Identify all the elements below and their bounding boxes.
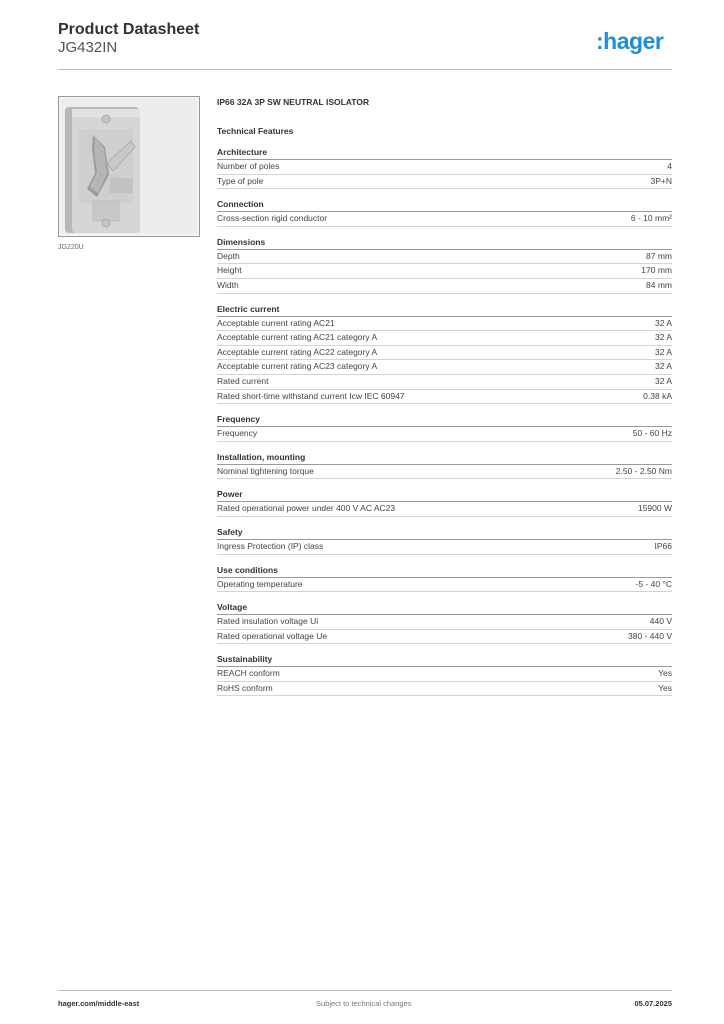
spec-row: [217, 667, 672, 682]
spec-label: Rated short-time withstand current Icw IEC 60947: [217, 390, 405, 401]
product-image: [58, 96, 200, 237]
spec-label: Nominal tightening torque: [217, 465, 314, 476]
spec-section: [217, 654, 672, 696]
image-caption: JG220U: [58, 244, 84, 251]
hager-logo[interactable]: :hager: [596, 28, 664, 54]
spec-row: [217, 682, 672, 697]
spec-value: 32 A: [654, 317, 672, 328]
technical-content: [217, 96, 672, 706]
footer-note: Subject to technical changes: [316, 999, 412, 1008]
spec-label: Depth: [217, 250, 240, 261]
spec-section: [217, 237, 672, 294]
spec-section: [217, 147, 672, 189]
section-title: Dimensions: [217, 237, 672, 250]
section-title: Voltage: [217, 602, 672, 615]
spec-value: 32 A: [654, 346, 672, 357]
spec-label: Rated current: [217, 375, 269, 386]
spec-label: Acceptable current rating AC21 category A: [217, 332, 378, 343]
spec-row: [217, 427, 672, 442]
spec-label: Cross-section rigid conductor: [217, 213, 328, 224]
spec-label: Type of pole: [217, 175, 264, 186]
spec-section: [217, 452, 672, 480]
spec-value: 380 - 440 V: [628, 630, 672, 641]
spec-row: [217, 390, 672, 405]
spec-label: Acceptable current rating AC23 category A: [217, 361, 378, 372]
spec-label: Acceptable current rating AC21: [217, 317, 335, 328]
technical-features-heading: Technical Features: [217, 126, 294, 136]
spec-row: [217, 578, 672, 593]
spec-row: [217, 331, 672, 346]
spec-row: [217, 540, 672, 555]
spec-section: [217, 602, 672, 644]
spec-label: Number of poles: [217, 161, 280, 171]
section-title: Power: [217, 489, 672, 502]
section-title: Frequency: [217, 414, 672, 427]
product-code: JG432IN: [58, 39, 118, 56]
spec-value: IP66: [654, 540, 672, 551]
spec-value: 84 mm: [646, 279, 672, 290]
spec-value: 170 mm: [641, 265, 672, 276]
section-title: Installation, mounting: [217, 452, 672, 465]
section-title: Use conditions: [217, 565, 672, 578]
spec-label: Frequency: [217, 428, 258, 439]
document-title: Product Datasheet: [58, 21, 200, 38]
header-divider: [58, 69, 672, 70]
spec-row: [217, 175, 672, 190]
section-title: Connection: [217, 199, 672, 212]
section-title: Sustainability: [217, 654, 672, 667]
spec-value: 4: [667, 161, 672, 171]
spec-label: REACH conform: [217, 668, 280, 679]
section-title: Electric current: [217, 304, 672, 317]
spec-row: [217, 502, 672, 517]
spec-value: Yes: [658, 668, 672, 679]
spec-row: [217, 279, 672, 294]
spec-section: [217, 199, 672, 227]
spec-value: 3P+N: [650, 175, 672, 186]
spec-section: [217, 414, 672, 442]
spec-section: [217, 565, 672, 593]
spec-section: [217, 304, 672, 405]
spec-row: [217, 346, 672, 361]
spec-label: Height: [217, 265, 242, 276]
spec-section: [217, 527, 672, 555]
spec-row: [217, 212, 672, 227]
spec-row: [217, 465, 672, 480]
spec-value: 32 A: [654, 332, 672, 343]
spec-value: 15900 W: [637, 503, 672, 514]
section-title: Architecture: [217, 147, 672, 160]
footer-date: 05.07.2025: [634, 999, 672, 1008]
spec-row: [217, 360, 672, 375]
section-title: Safety: [217, 527, 672, 540]
spec-row: [217, 615, 672, 630]
spec-value: 87 mm: [646, 250, 672, 261]
spec-row: [217, 160, 672, 175]
spec-label: Rated operational power under 400 V AC AC23: [217, 503, 396, 514]
footer-website-link[interactable]: hager.com/middle-east: [58, 999, 140, 1008]
spec-row: [217, 630, 672, 645]
spec-label: Rated insulation voltage Ui: [217, 616, 319, 627]
spec-row: [217, 375, 672, 390]
spec-value: Yes: [658, 682, 672, 693]
spec-sections: [217, 147, 672, 696]
spec-section: [217, 489, 672, 517]
spec-label: Acceptable current rating AC22 category A: [217, 346, 378, 357]
spec-label: Width: [217, 279, 239, 290]
isolator-switch-picture: [59, 97, 199, 236]
spec-row: [217, 264, 672, 279]
footer-divider: [58, 990, 672, 991]
spec-value: 440 V: [649, 616, 672, 627]
spec-value: 50 - 60 Hz: [632, 428, 672, 439]
spec-label: Ingress Protection (IP) class: [217, 540, 324, 551]
spec-label: Operating temperature: [217, 578, 303, 589]
spec-label: RoHS conform: [217, 682, 273, 693]
product-name: IP66 32A 3P SW NEUTRAL ISOLATOR: [217, 97, 370, 107]
spec-value: 6 - 10 mm²: [630, 213, 672, 224]
spec-value: -5 - 40 °C: [635, 578, 672, 589]
spec-label: Rated operational voltage Ue: [217, 630, 328, 641]
spec-row: [217, 250, 672, 265]
spec-value: 0.38 kA: [643, 390, 672, 401]
spec-value: 32 A: [654, 375, 672, 386]
spec-value: 32 A: [654, 361, 672, 372]
spec-value: 2.50 - 2.50 Nm: [615, 465, 672, 476]
spec-row: [217, 317, 672, 332]
